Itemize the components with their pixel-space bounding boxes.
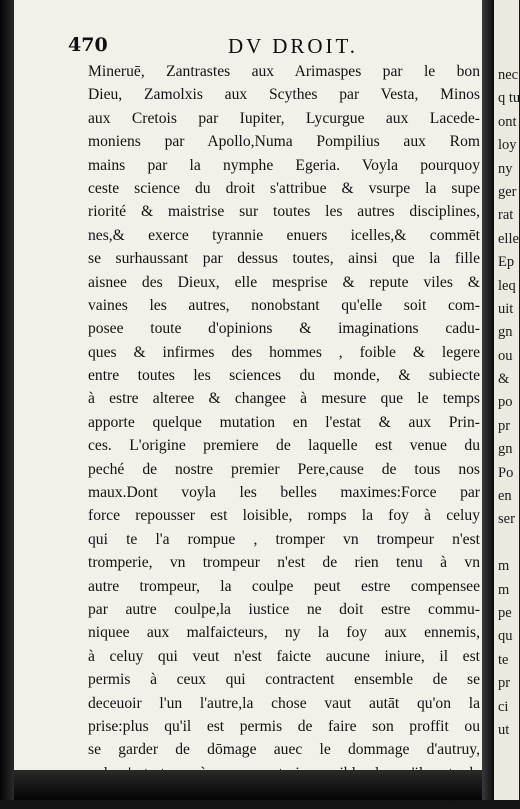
text-line: se surhaussant par dessus toutes, ainsi que la fille [88,250,480,268]
text-line: autre trompeur, la coulpe peut estre compensee [88,577,480,595]
adjacent-text-fragment: rat [498,207,514,224]
text-line: à celuy qui veut n'est faicte aucune iniure, il est [88,647,480,665]
adjacent-text-fragment: m [498,581,510,598]
page-number: 470 [68,34,108,56]
page-header [68,34,488,62]
text-line: entre toutes les sciences du monde, & subiecte [88,367,480,385]
text-line: par autre coulpe,la iustice ne doit estre commu- [88,600,480,618]
text-line: niquee aux malfaicteurs, ny la foy aux ennemis, [88,624,480,642]
page-edge-shadow-left [0,0,14,800]
adjacent-text-fragment: ger [498,183,517,200]
text-line: mains par la nymphe Egeria. Voyla pourquoy [88,156,480,174]
adjacent-text-fragment: gn [498,441,513,458]
text-line: Dieu, Zamolxis aux Scythes par Vesta, Minos [88,86,480,104]
text-line: prise:plus qu'il est permis de faire son proffit ou [88,717,480,735]
text-line: moniens par Apollo,Numa Pompilius aux Rom [88,133,480,151]
page-bottom-shadow [14,770,482,800]
text-line: Mineruē, Zantrastes aux Arimaspes par le bon [88,63,480,80]
adjacent-text-fragment: m [498,558,510,575]
adjacent-text-fragment: pr [498,417,511,434]
adjacent-text-fragment: nec [498,67,519,83]
running-head: DV DROIT. [228,34,359,58]
adjacent-text-fragment: ci [498,698,509,715]
adjacent-text-fragment: loy [498,137,517,154]
text-line: ques & infirmes des hommes , foible & legere [88,343,480,361]
adjacent-text-fragment: gn [498,324,513,341]
adjacent-text-fragment: Po [498,464,514,481]
text-line: apporte quelque mutation en l'estat & aux Prin- [88,413,480,431]
text-line: ceste science du droit s'attribue & vsurpe la supe [88,179,480,197]
text-line: ces. L'origine premiere de laquelle est venue du [88,437,480,455]
book-page [14,0,482,770]
text-line: à estre alteree & changee à mesure que le temps [88,390,480,408]
text-line: aux Cretois par Iupiter, Lycurgue aux Lacede- [88,109,480,127]
adjacent-page-text [498,64,520,742]
adjacent-text-fragment: pe [498,604,512,621]
text-line: riorité & maistrise sur toutes les autres disciplines, [88,203,480,221]
text-line: tromperie, vn trompeur n'est de rien tenu à vn [88,554,480,572]
adjacent-text-fragment: ut [498,721,510,738]
text-line: se garder de dōmage auec le dommage d'autruy, [88,741,480,759]
text-line: deceuoir l'un l'autre,la chose vaut autāt qu'on la [88,694,480,712]
text-line: posee toute d'opinions & imaginations cadu- [88,320,480,338]
adjacent-text-fragment: pr [498,675,511,692]
adjacent-text-fragment [498,532,520,555]
text-line: qui te l'a rompue , tromper vn trompeur n'est [88,530,480,548]
adjacent-text-fragment: qu [498,628,513,645]
adjacent-text-fragment: & [498,371,510,388]
adjacent-text-fragment: ser [498,511,515,528]
text-line: peché de nostre premier Pere,cause de tous nos [88,460,480,478]
book-gutter [482,0,494,800]
adjacent-text-fragment: uit [498,300,514,317]
adjacent-text-fragment: po [498,394,513,411]
body-text [88,60,480,809]
text-line: maux.Dont voyla les belles maximes:Force par [88,484,480,502]
adjacent-text-fragment: q tu [498,90,520,107]
text-line: nes,& exerce tyrannie enuers icelles,& commēt [88,226,480,244]
text-line: vaines les autres, nonobstant qu'elle soit com- [88,296,480,314]
adjacent-page-edge [494,0,519,800]
adjacent-text-fragment: leq [498,277,516,294]
text-line: force repousser est loisible, romps la foy à celuy [88,507,480,525]
adjacent-text-fragment: ont [498,113,517,130]
text-line: permis à ceux qui contractent ensemble de se [88,671,480,689]
adjacent-text-fragment: ou [498,347,513,364]
adjacent-text-fragment: te [498,651,509,668]
adjacent-text-fragment: ny [498,160,513,177]
text-line: aisnee des Dieux, elle mesprise & repute viles & [88,273,480,291]
adjacent-text-fragment: Ep [498,254,515,271]
adjacent-text-fragment: elle [498,230,519,247]
adjacent-text-fragment: en [498,488,512,505]
